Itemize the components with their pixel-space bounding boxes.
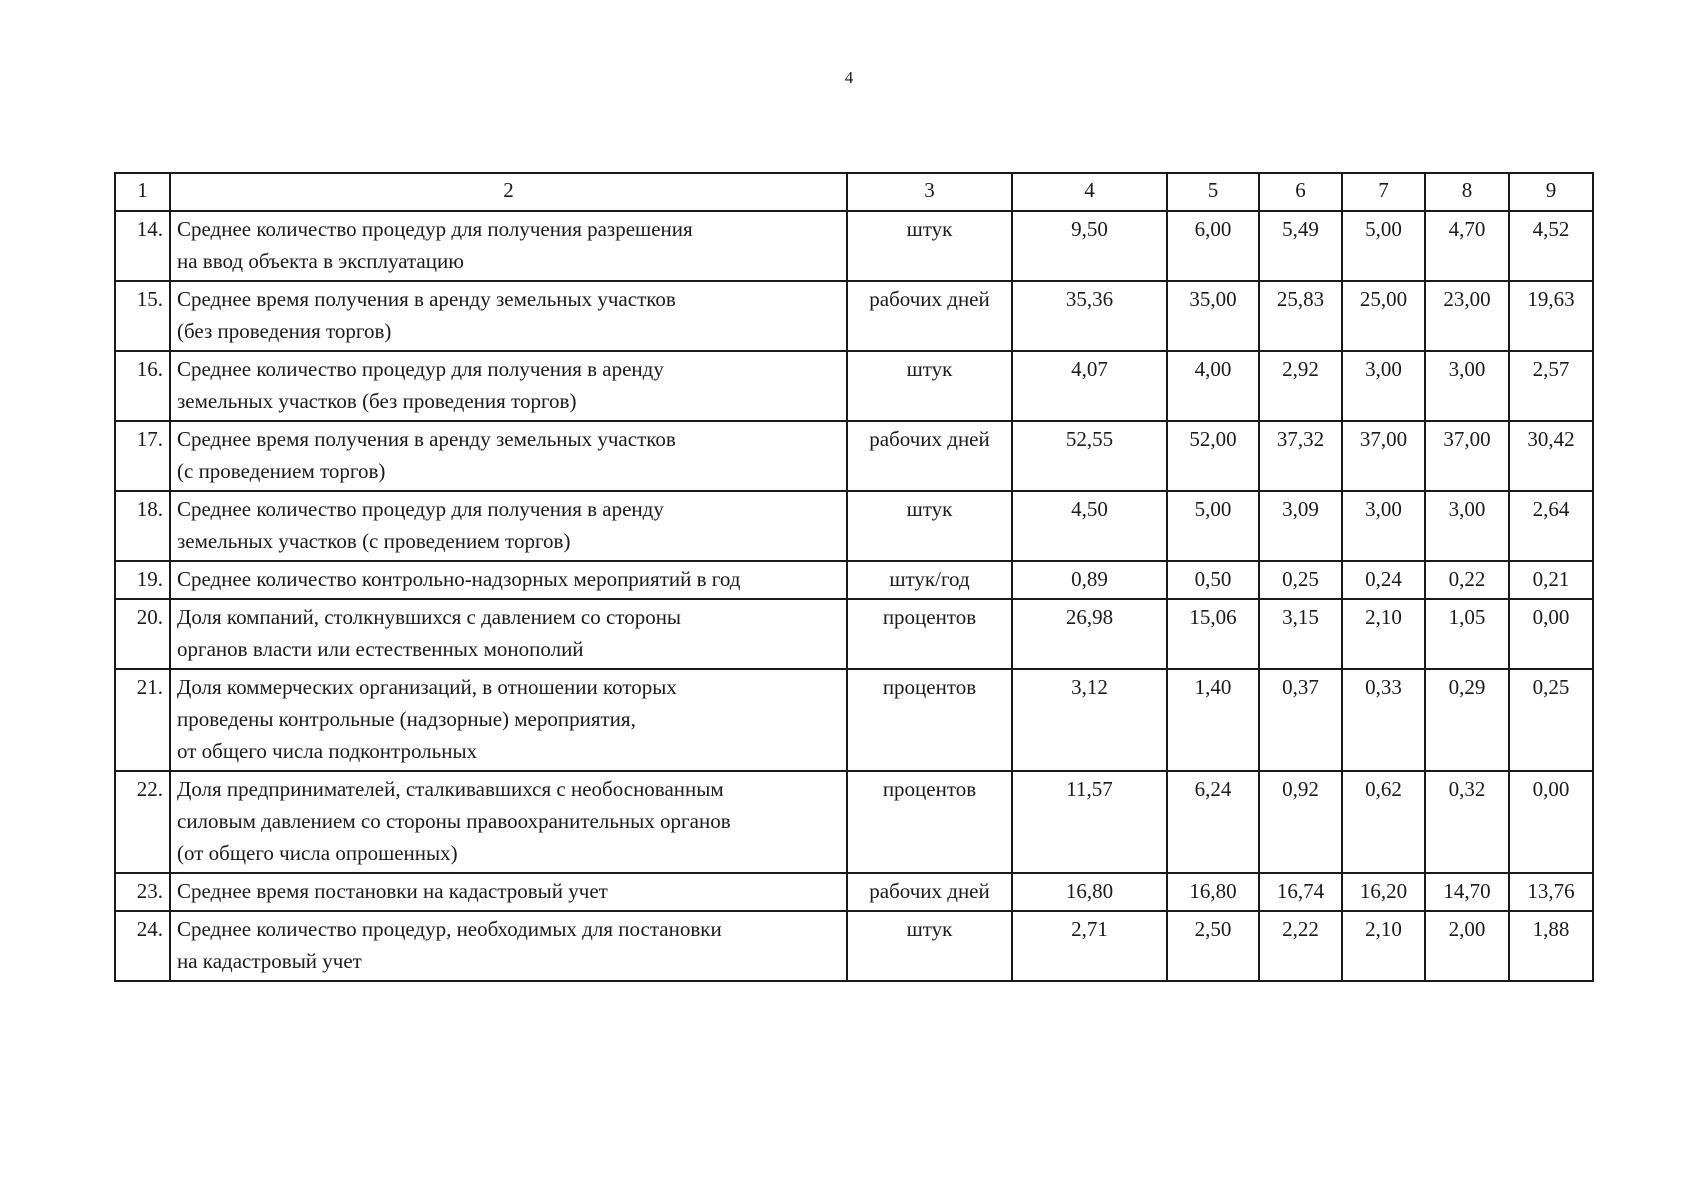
column-header: 3: [847, 173, 1012, 211]
value-cell: 26,98: [1012, 599, 1167, 669]
row-number-cell: 19.: [115, 561, 170, 599]
unit-cell: штук: [847, 211, 1012, 281]
value-cell: 37,00: [1342, 421, 1425, 491]
indicator-name-cell: Среднее количество процедур для получения в аренду земельных участков (с проведением торгов): [170, 491, 847, 561]
value-cell: 9,50: [1012, 211, 1167, 281]
table-row: [115, 911, 1593, 981]
table-row: [115, 599, 1593, 669]
value-cell: 0,00: [1509, 599, 1593, 669]
header-row: [115, 173, 1593, 211]
value-cell: 19,63: [1509, 281, 1593, 351]
row-number-cell: 22.: [115, 771, 170, 873]
column-header: 7: [1342, 173, 1425, 211]
value-cell: 2,22: [1259, 911, 1342, 981]
value-cell: 52,55: [1012, 421, 1167, 491]
value-cell: 23,00: [1425, 281, 1509, 351]
value-cell: 16,80: [1167, 873, 1259, 911]
table-row: [115, 491, 1593, 561]
value-cell: 2,50: [1167, 911, 1259, 981]
unit-cell: процентов: [847, 599, 1012, 669]
value-cell: 0,21: [1509, 561, 1593, 599]
value-cell: 0,89: [1012, 561, 1167, 599]
row-number-cell: 15.: [115, 281, 170, 351]
indicator-name-cell: Среднее количество контрольно-надзорных мероприятий в год: [170, 561, 847, 599]
value-cell: 0,33: [1342, 669, 1425, 771]
value-cell: 0,29: [1425, 669, 1509, 771]
value-cell: 3,09: [1259, 491, 1342, 561]
table-row: [115, 669, 1593, 771]
value-cell: 52,00: [1167, 421, 1259, 491]
row-number-cell: 24.: [115, 911, 170, 981]
row-number-cell: 18.: [115, 491, 170, 561]
value-cell: 15,06: [1167, 599, 1259, 669]
value-cell: 25,00: [1342, 281, 1425, 351]
indicator-name-cell: Среднее время постановки на кадастровый учет: [170, 873, 847, 911]
unit-cell: рабочих дней: [847, 873, 1012, 911]
value-cell: 14,70: [1425, 873, 1509, 911]
value-cell: 4,50: [1012, 491, 1167, 561]
table-row: [115, 421, 1593, 491]
value-cell: 3,00: [1342, 491, 1425, 561]
indicator-name-cell: Среднее время получения в аренду земельных участков (с проведением торгов): [170, 421, 847, 491]
column-header: 6: [1259, 173, 1342, 211]
column-header: 2: [170, 173, 847, 211]
column-header: 9: [1509, 173, 1593, 211]
table-body: [115, 211, 1593, 981]
value-cell: 4,00: [1167, 351, 1259, 421]
value-cell: 35,36: [1012, 281, 1167, 351]
value-cell: 0,50: [1167, 561, 1259, 599]
value-cell: 4,07: [1012, 351, 1167, 421]
value-cell: 25,83: [1259, 281, 1342, 351]
value-cell: 3,15: [1259, 599, 1342, 669]
value-cell: 16,74: [1259, 873, 1342, 911]
value-cell: 3,00: [1342, 351, 1425, 421]
row-number-cell: 14.: [115, 211, 170, 281]
value-cell: 0,92: [1259, 771, 1342, 873]
indicator-name-cell: Доля коммерческих организаций, в отношении которых проведены контрольные (надзорные) мероприятия, от общего числа подконтрольных: [170, 669, 847, 771]
value-cell: 5,00: [1342, 211, 1425, 281]
value-cell: 35,00: [1167, 281, 1259, 351]
value-cell: 11,57: [1012, 771, 1167, 873]
value-cell: 0,25: [1509, 669, 1593, 771]
value-cell: 2,10: [1342, 911, 1425, 981]
value-cell: 2,10: [1342, 599, 1425, 669]
value-cell: 0,00: [1509, 771, 1593, 873]
table-row: [115, 873, 1593, 911]
value-cell: 1,05: [1425, 599, 1509, 669]
table-row: [115, 561, 1593, 599]
indicator-name-cell: Среднее время получения в аренду земельных участков (без проведения торгов): [170, 281, 847, 351]
unit-cell: штук: [847, 491, 1012, 561]
row-number-cell: 20.: [115, 599, 170, 669]
unit-cell: процентов: [847, 669, 1012, 771]
column-header: 5: [1167, 173, 1259, 211]
table-row: [115, 771, 1593, 873]
value-cell: 6,24: [1167, 771, 1259, 873]
value-cell: 37,32: [1259, 421, 1342, 491]
unit-cell: рабочих дней: [847, 421, 1012, 491]
indicators-table: [114, 172, 1594, 982]
value-cell: 4,70: [1425, 211, 1509, 281]
value-cell: 0,62: [1342, 771, 1425, 873]
indicator-name-cell: Среднее количество процедур для получения в аренду земельных участков (без проведения торгов): [170, 351, 847, 421]
value-cell: 4,52: [1509, 211, 1593, 281]
row-number-cell: 16.: [115, 351, 170, 421]
page-number: 4: [844, 68, 854, 87]
indicator-name-cell: Доля компаний, столкнувшихся с давлением со стороны органов власти или естественных монополий: [170, 599, 847, 669]
row-number-cell: 21.: [115, 669, 170, 771]
value-cell: 30,42: [1509, 421, 1593, 491]
value-cell: 2,92: [1259, 351, 1342, 421]
value-cell: 0,24: [1342, 561, 1425, 599]
value-cell: 1,40: [1167, 669, 1259, 771]
indicator-name-cell: Доля предпринимателей, сталкивавшихся с необоснованным силовым давлением со стороны правоохранительных органов (от общего числа опрошенных): [170, 771, 847, 873]
column-header: 1: [115, 173, 170, 211]
value-cell: 3,12: [1012, 669, 1167, 771]
value-cell: 0,32: [1425, 771, 1509, 873]
unit-cell: штук: [847, 911, 1012, 981]
column-header: 8: [1425, 173, 1509, 211]
unit-cell: штук: [847, 351, 1012, 421]
table-row: [115, 351, 1593, 421]
value-cell: 2,64: [1509, 491, 1593, 561]
value-cell: 5,49: [1259, 211, 1342, 281]
value-cell: 3,00: [1425, 491, 1509, 561]
value-cell: 16,20: [1342, 873, 1425, 911]
indicator-name-cell: Среднее количество процедур, необходимых для постановки на кадастровый учет: [170, 911, 847, 981]
value-cell: 2,00: [1425, 911, 1509, 981]
unit-cell: штук/год: [847, 561, 1012, 599]
value-cell: 2,57: [1509, 351, 1593, 421]
row-number-cell: 17.: [115, 421, 170, 491]
value-cell: 0,25: [1259, 561, 1342, 599]
value-cell: 3,00: [1425, 351, 1509, 421]
value-cell: 16,80: [1012, 873, 1167, 911]
unit-cell: рабочих дней: [847, 281, 1012, 351]
row-number-cell: 23.: [115, 873, 170, 911]
indicator-name-cell: Среднее количество процедур для получения разрешения на ввод объекта в эксплуатацию: [170, 211, 847, 281]
value-cell: 0,22: [1425, 561, 1509, 599]
value-cell: 2,71: [1012, 911, 1167, 981]
value-cell: 6,00: [1167, 211, 1259, 281]
value-cell: 1,88: [1509, 911, 1593, 981]
column-header: 4: [1012, 173, 1167, 211]
table-row: [115, 211, 1593, 281]
value-cell: 37,00: [1425, 421, 1509, 491]
value-cell: 13,76: [1509, 873, 1593, 911]
value-cell: 0,37: [1259, 669, 1342, 771]
table-row: [115, 281, 1593, 351]
value-cell: 5,00: [1167, 491, 1259, 561]
unit-cell: процентов: [847, 771, 1012, 873]
